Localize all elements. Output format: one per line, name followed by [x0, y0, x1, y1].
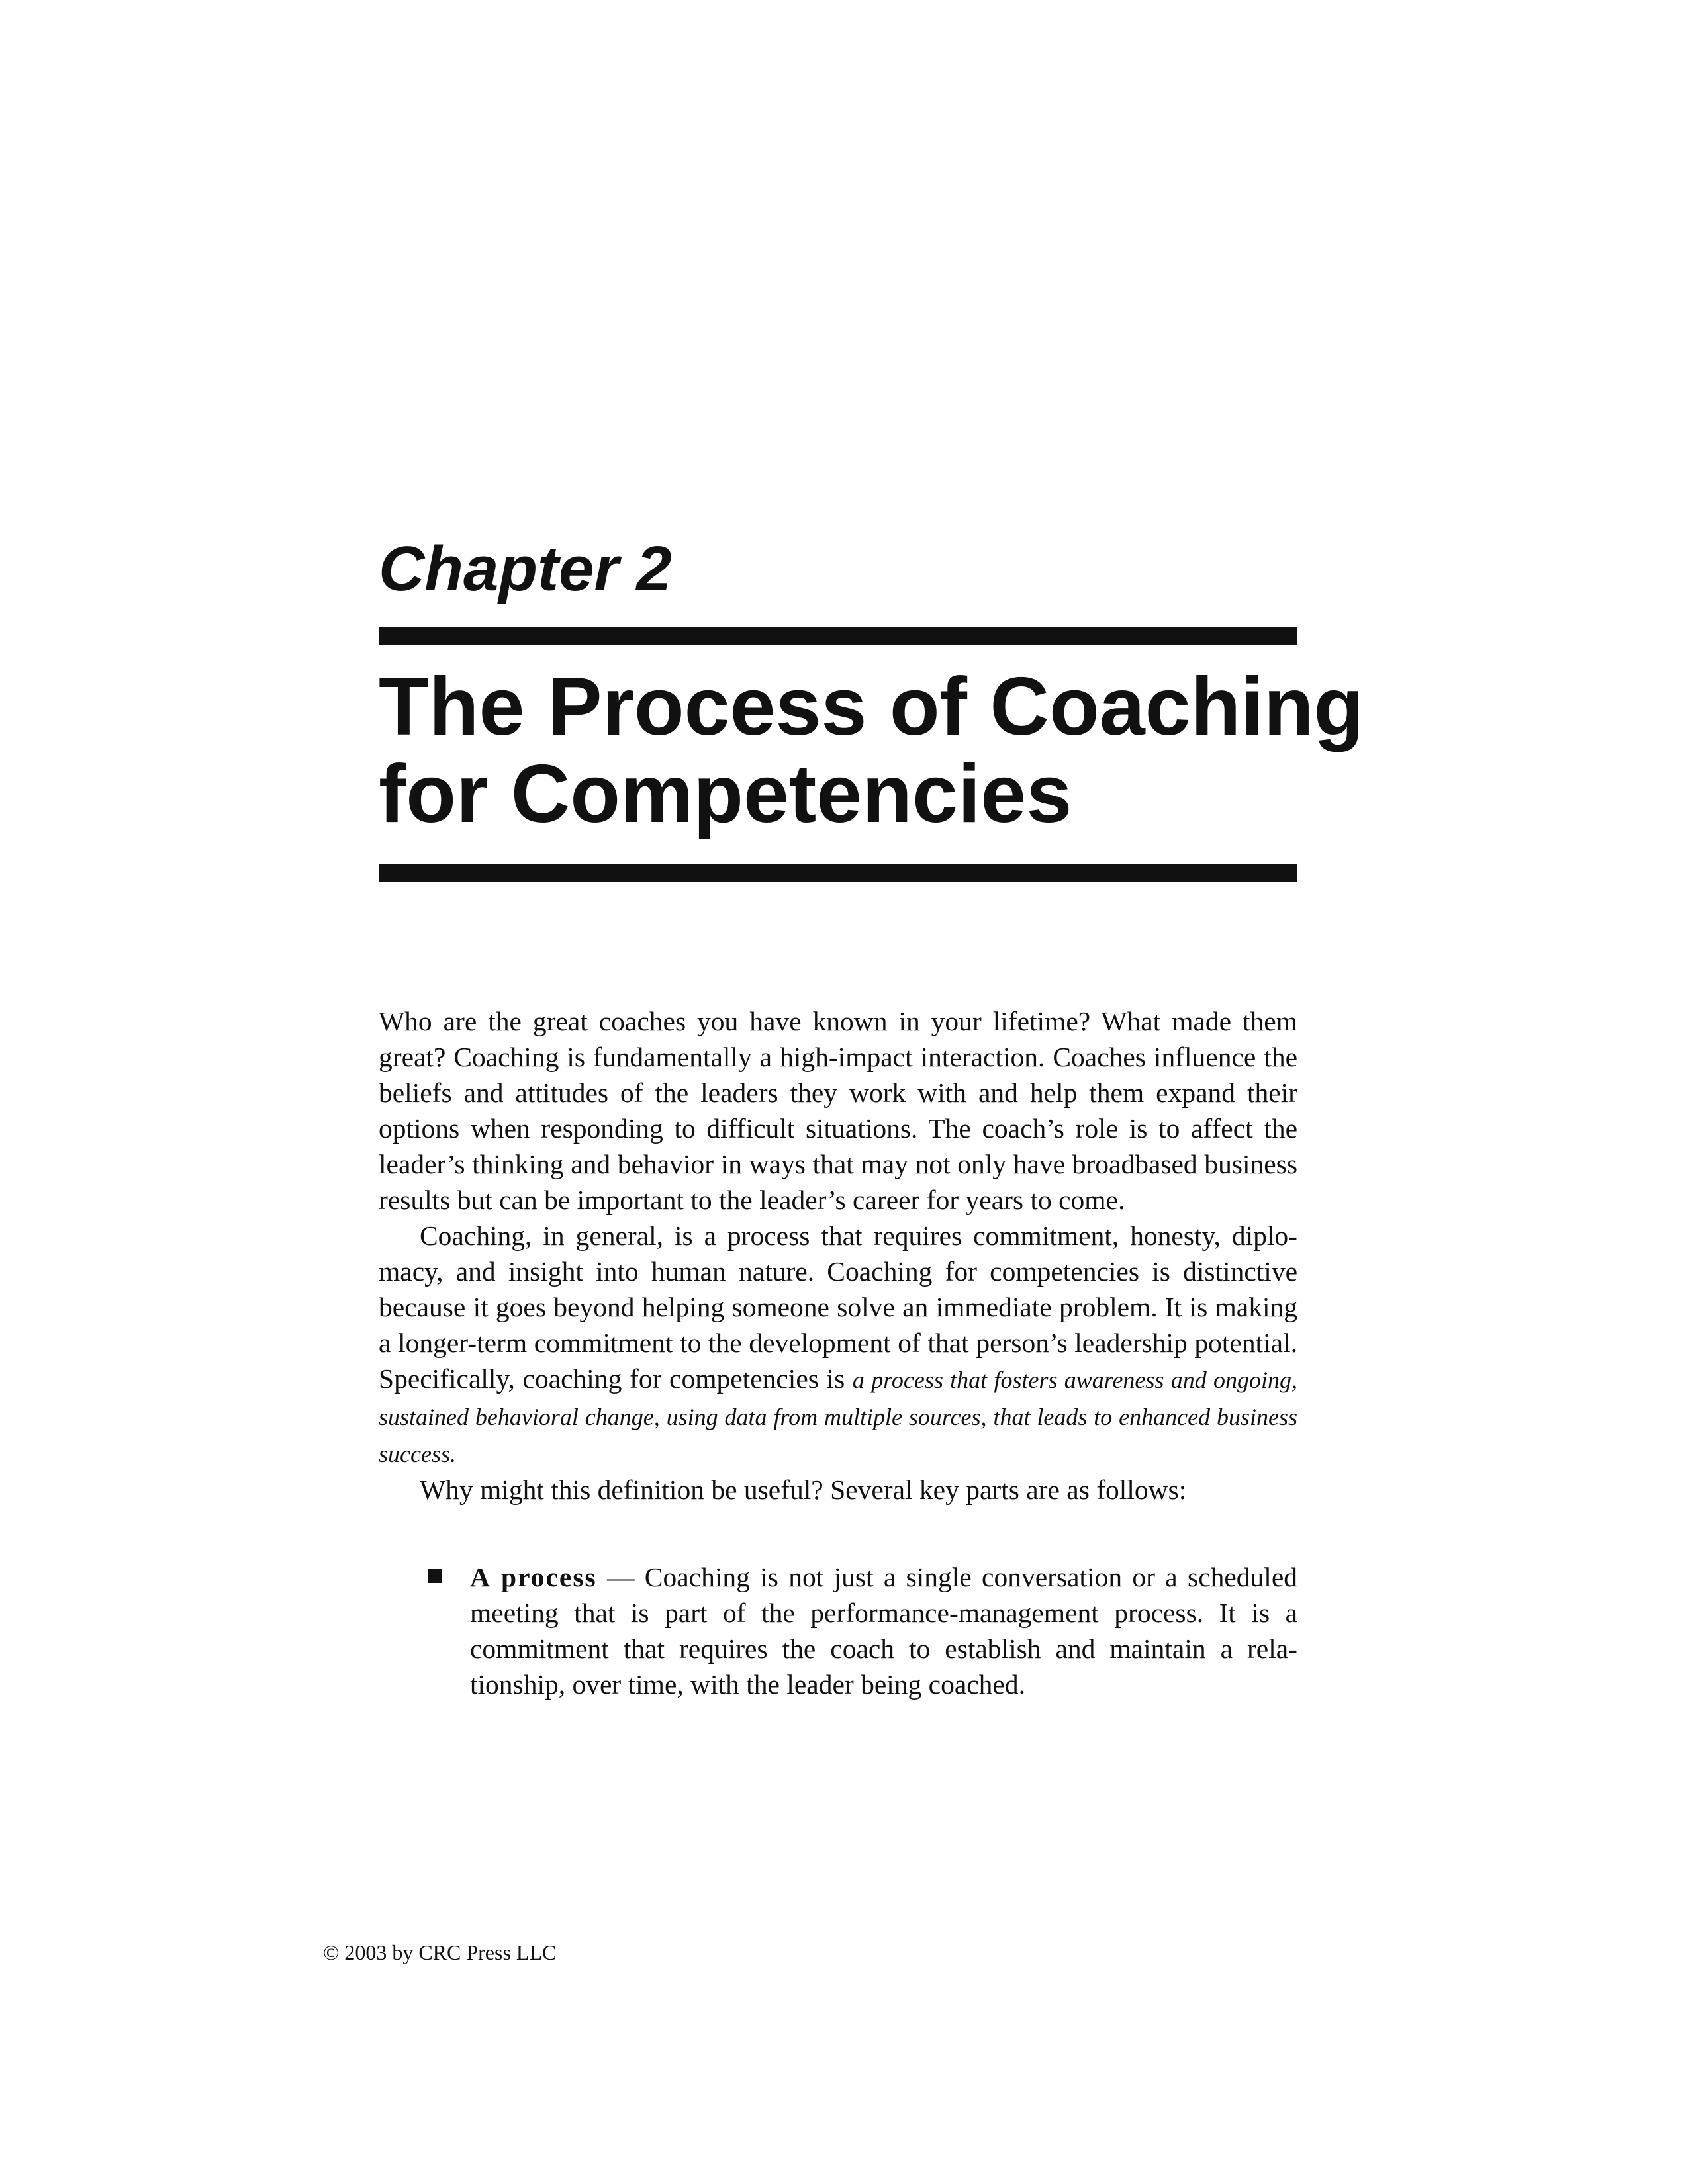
paragraph: Why might this definition be useful? Several key parts are as follows: [420, 1475, 1187, 1505]
copyright-notice: © 2003 by CRC Press LLC [323, 1940, 557, 1964]
chapter-rule-bottom [379, 864, 1297, 882]
bullet-text: — Coaching is not just a single conversation or a scheduled meeting that is part of the performance-management process. It is a commitment that requires the coach to establish and maintain a relationship, over time, with the leader being coached. [470, 1562, 1297, 1700]
paragraph [379, 1218, 1297, 1472]
chapter-rule-top [379, 627, 1297, 645]
body-text [379, 1003, 1297, 1702]
paragraph-text: Coaching, in general, is a process that requires commitment, honesty, diplomacy, and insight into human nature. Coaching for competencies is distinctive because it goes beyond helping someone solve an immediate problem. It is making a longer-term commitment to the development of that person’s leadership potential. Specifically, coaching for competencies is [379, 1220, 1297, 1394]
paragraph: Who are the great coaches you have known in your lifetime? What made them great? Coaching is fundamentally a high-impact interaction. Coaches influence the beliefs and attitudes of the leaders they work with and help them expand their options when responding to difficult situations. The coach’s role is to affect the leader’s thinking and behavior in ways that may not only have broadbased business results but can be important to the leader’s career for years to come. [379, 1006, 1297, 1215]
bullet-term: A process [470, 1562, 597, 1592]
square-bullet-icon [428, 1569, 442, 1583]
chapter-label: Chapter 2 [379, 533, 672, 604]
chapter-title [379, 661, 1364, 840]
list-item [379, 1559, 1297, 1702]
chapter-title-line: for Competencies [379, 749, 1072, 840]
chapter-title-line: The Process of Coaching [379, 661, 1364, 752]
definition-text: a process that fosters awareness and ongoing, sustained behavioral change, using data from multiple sources, that leads to enhanced business success. [379, 1367, 1297, 1467]
bullet-list [379, 1559, 1297, 1702]
